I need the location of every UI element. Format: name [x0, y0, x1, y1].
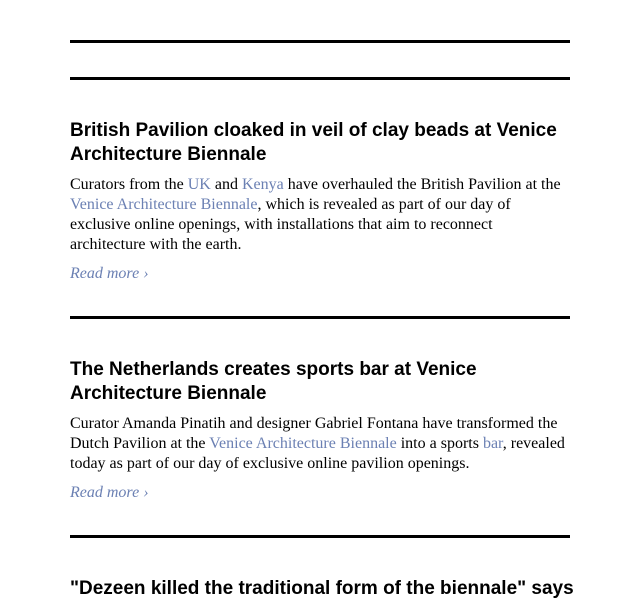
tag-link-uk[interactable]: UK: [187, 176, 211, 193]
article-standfirst: [70, 414, 570, 474]
article-card: [70, 358, 570, 503]
standfirst-text: Dutch Pavilion at the: [70, 435, 210, 452]
divider: [70, 40, 570, 43]
standfirst-text: have overhauled the British Pavilion at the: [283, 176, 561, 193]
headline-line[interactable]: Architecture Biennale: [70, 144, 267, 165]
article-standfirst: [70, 175, 570, 255]
tag-link-bar[interactable]: bar: [482, 435, 503, 452]
article-card: [70, 119, 570, 284]
article-headline[interactable]: [70, 358, 570, 406]
headline-line[interactable]: Architecture Biennale: [70, 383, 267, 404]
standfirst-text: architecture with the earth.: [70, 236, 242, 253]
standfirst-text: exclusive online openings, with installations that aim to reconnect: [70, 216, 493, 233]
standfirst-text: into a sports: [396, 435, 483, 452]
divider: [70, 316, 570, 319]
standfirst-text: today as part of our day of exclusive online pavilion openings.: [70, 455, 470, 472]
standfirst-text: Curators from the: [70, 176, 188, 193]
divider: [70, 535, 570, 538]
article-headline[interactable]: [70, 577, 574, 600]
headline-line[interactable]: The Netherlands creates sports bar at Venice: [70, 359, 477, 380]
standfirst-text: Curator Amanda Pinatih and designer Gabriel Fontana have transformed the: [70, 415, 558, 432]
tag-link-venice-architecture-biennale[interactable]: Venice Architecture Biennale: [209, 435, 397, 452]
article-headline[interactable]: [70, 119, 570, 167]
headline-line[interactable]: British Pavilion cloaked in veil of clay beads at Venice: [70, 120, 557, 141]
tag-link-kenya[interactable]: Kenya: [241, 176, 284, 193]
standfirst-text: , revealed: [502, 435, 565, 452]
read-more-link[interactable]: Read more ›: [70, 265, 149, 282]
tag-link-venice-architecture-biennale[interactable]: Venice Architecture Biennale: [70, 196, 258, 213]
read-more-link[interactable]: Read more ›: [70, 484, 149, 501]
standfirst-text: , which is revealed as part of our day of: [257, 196, 511, 213]
divider: [70, 77, 570, 80]
standfirst-text: and: [210, 176, 242, 193]
article-card: [70, 577, 574, 600]
headline-line[interactable]: "Dezeen killed the traditional form of the biennale" says: [70, 578, 574, 599]
